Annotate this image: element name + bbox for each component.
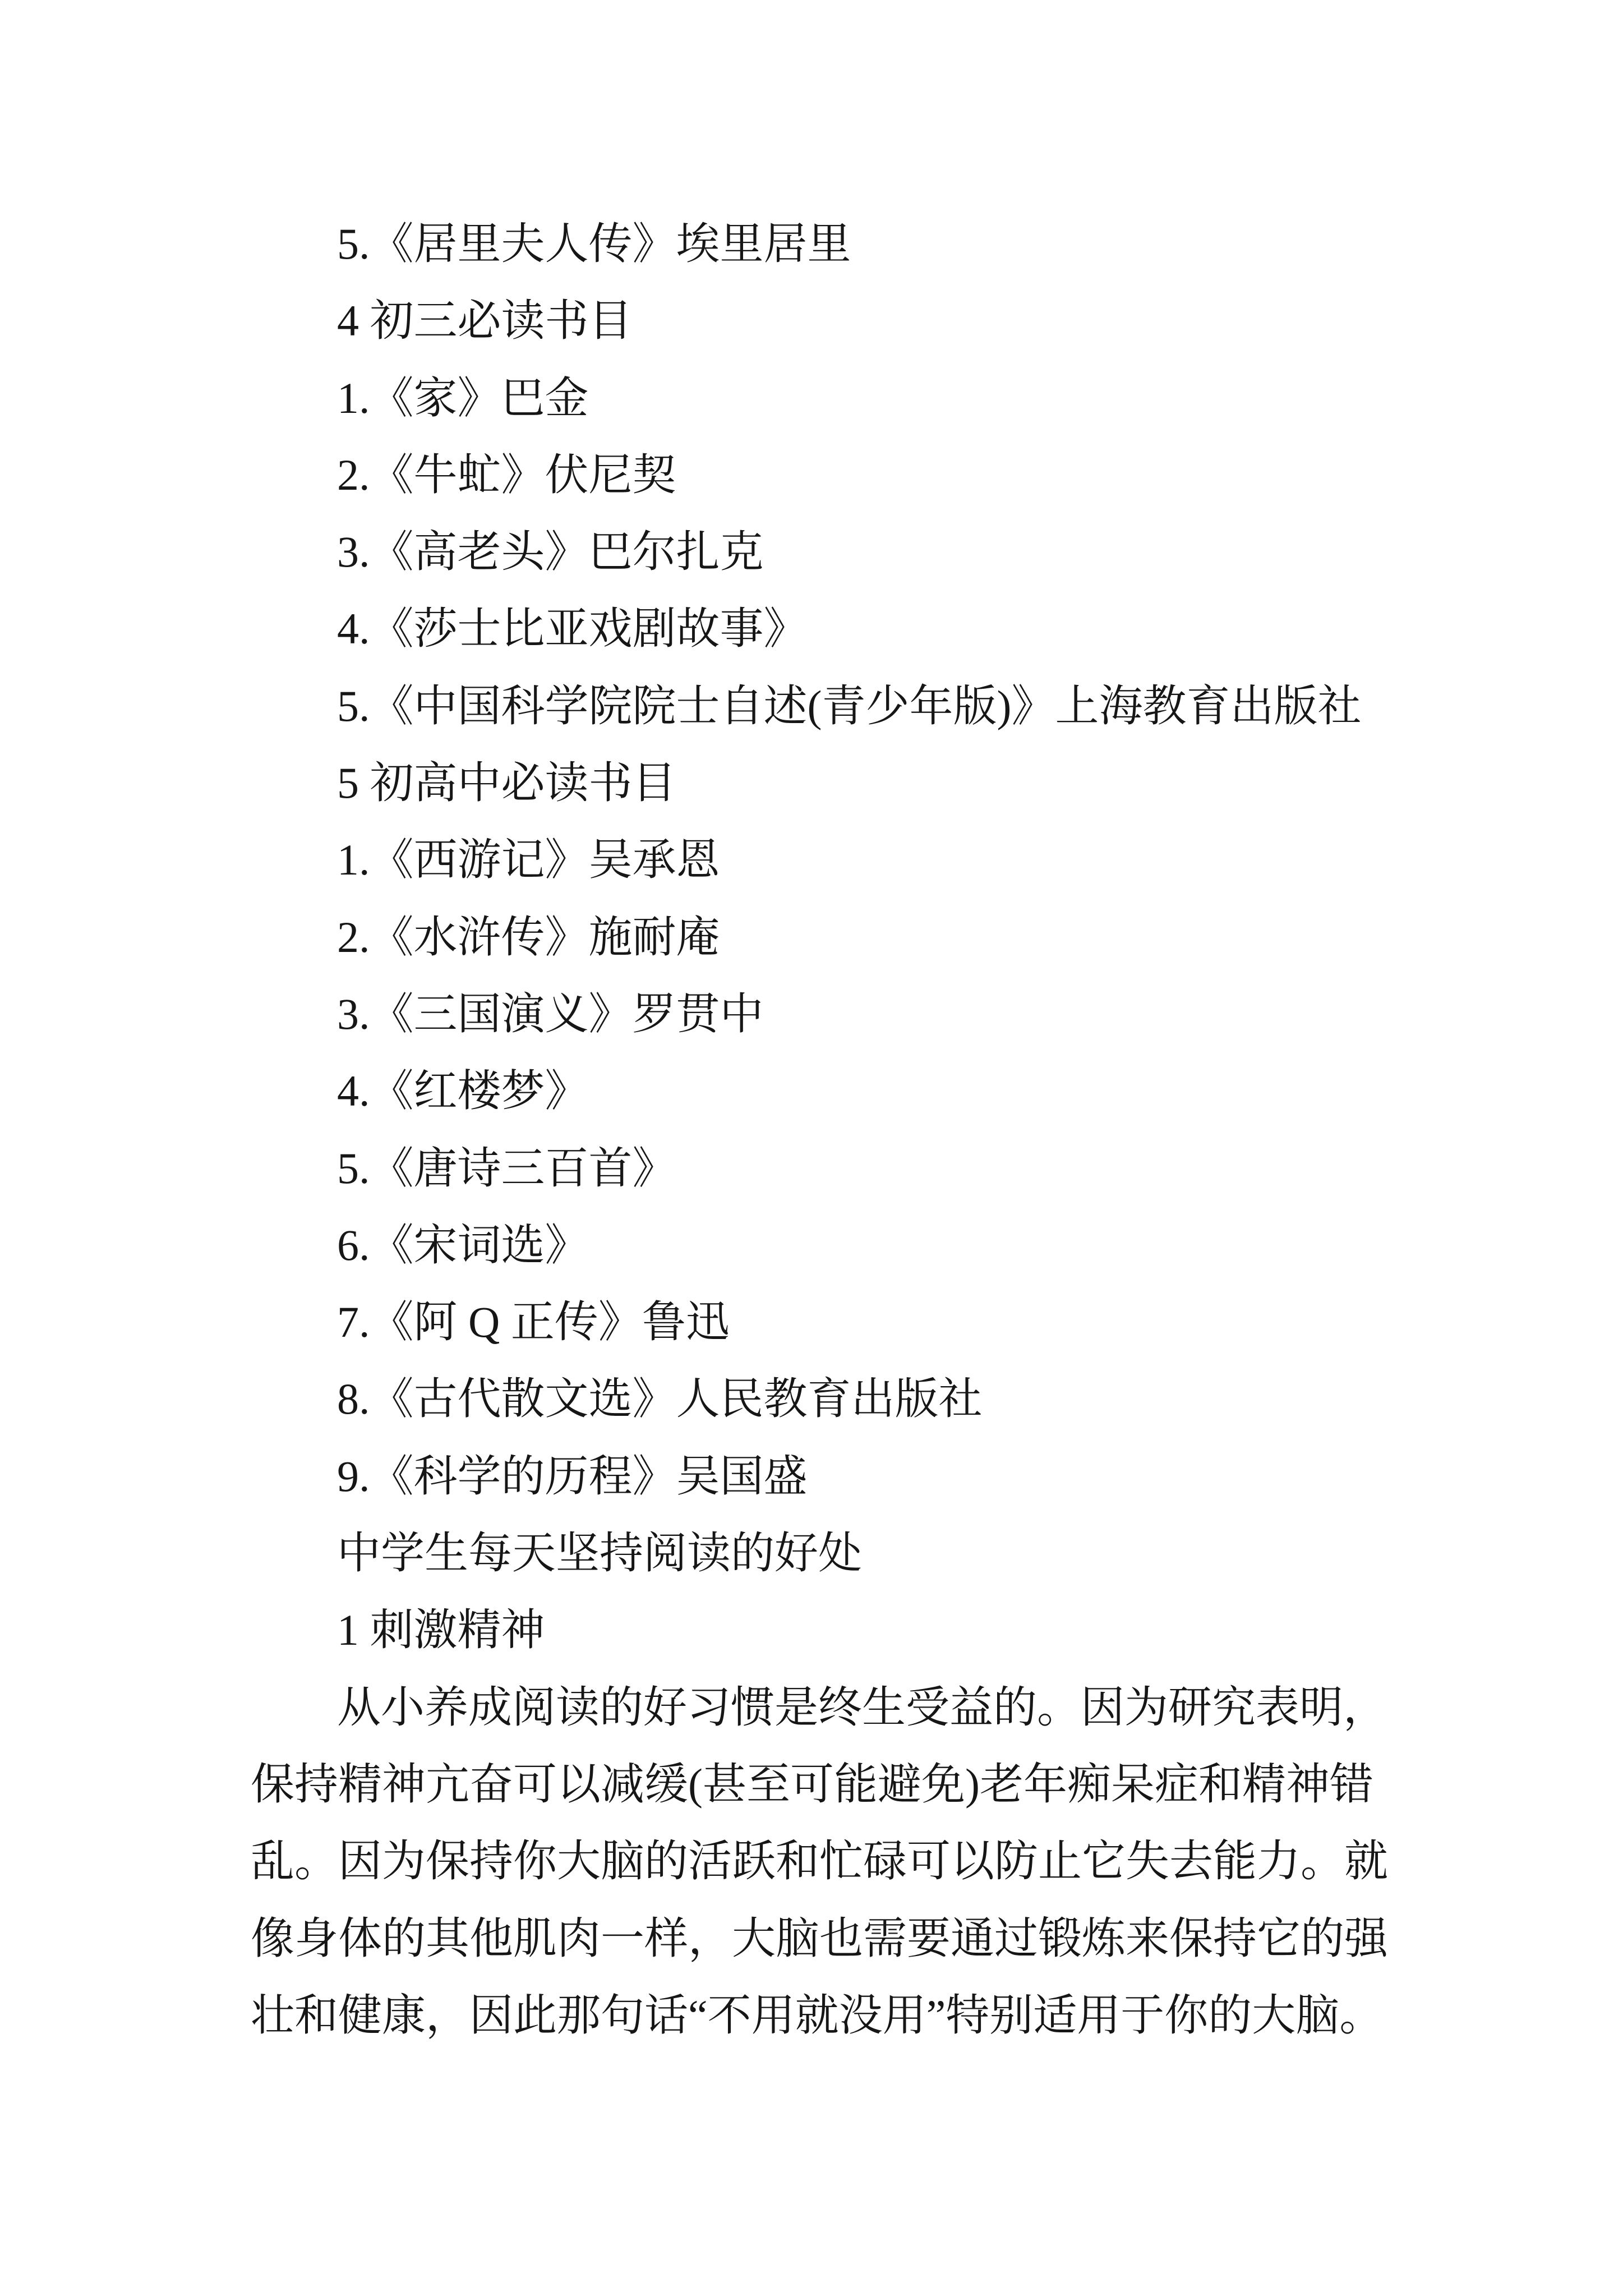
list-item: 5.《唐诗三百首》 (337, 1143, 676, 1193)
benefits-title: 中学生每天坚持阅读的好处 (337, 1529, 863, 1578)
benefits-paragraph (251, 1669, 1623, 2054)
paragraph-line: 从小养成阅读的好习惯是终生受益的。因为研究表明， (337, 1682, 1387, 1732)
section-heading-highschool: 5 初高中必读书目 (337, 758, 676, 808)
list-item: 2.《牛虻》伏尼契 (337, 450, 676, 499)
list-item: 2.《水浒传》施耐庵 (337, 912, 720, 961)
list-item: 1.《家》巴金 (337, 373, 589, 422)
list-item: 5.《居里夫人传》埃里居里 (337, 219, 851, 268)
list-item: 4.《莎士比亚戏剧故事》 (337, 604, 808, 654)
list-item: 4.《红楼梦》 (337, 1066, 589, 1116)
list-item: 3.《高老头》巴尔扎克 (337, 527, 764, 577)
benefits-subheading: 1 刺激精神 (337, 1605, 545, 1655)
paragraph-line: 像身体的其他肌肉一样，大脑也需要通过锻炼来保持它的强 (251, 1913, 1389, 1963)
paragraph-line: 壮和健康，因此那句话“不用就没用”特别适用于你的大脑。 (251, 1990, 1384, 2040)
list-item: 3.《三国演义》罗贯中 (337, 989, 764, 1038)
list-item: 1.《西游记》吴承恩 (337, 835, 720, 885)
paragraph-line: 乱。因为保持你大脑的活跃和忙碌可以防止它失去能力。就 (251, 1837, 1389, 1886)
section-heading-grade9: 4 初三必读书目 (337, 296, 633, 346)
list-item: 6.《宋词选》 (337, 1220, 589, 1269)
list-item: 7.《阿 Q 正传》鲁迅 (337, 1297, 730, 1347)
list-item: 8.《古代散文选》人民教育出版社 (337, 1374, 983, 1424)
paragraph-line: 保持精神亢奋可以减缓(甚至可能避免)老年痴呆症和精神错 (251, 1759, 1373, 1809)
list-item: 5.《中国科学院院士自述(青少年版)》上海教育出版社 (337, 681, 1362, 730)
list-item: 9.《科学的历程》吴国盛 (337, 1451, 808, 1501)
